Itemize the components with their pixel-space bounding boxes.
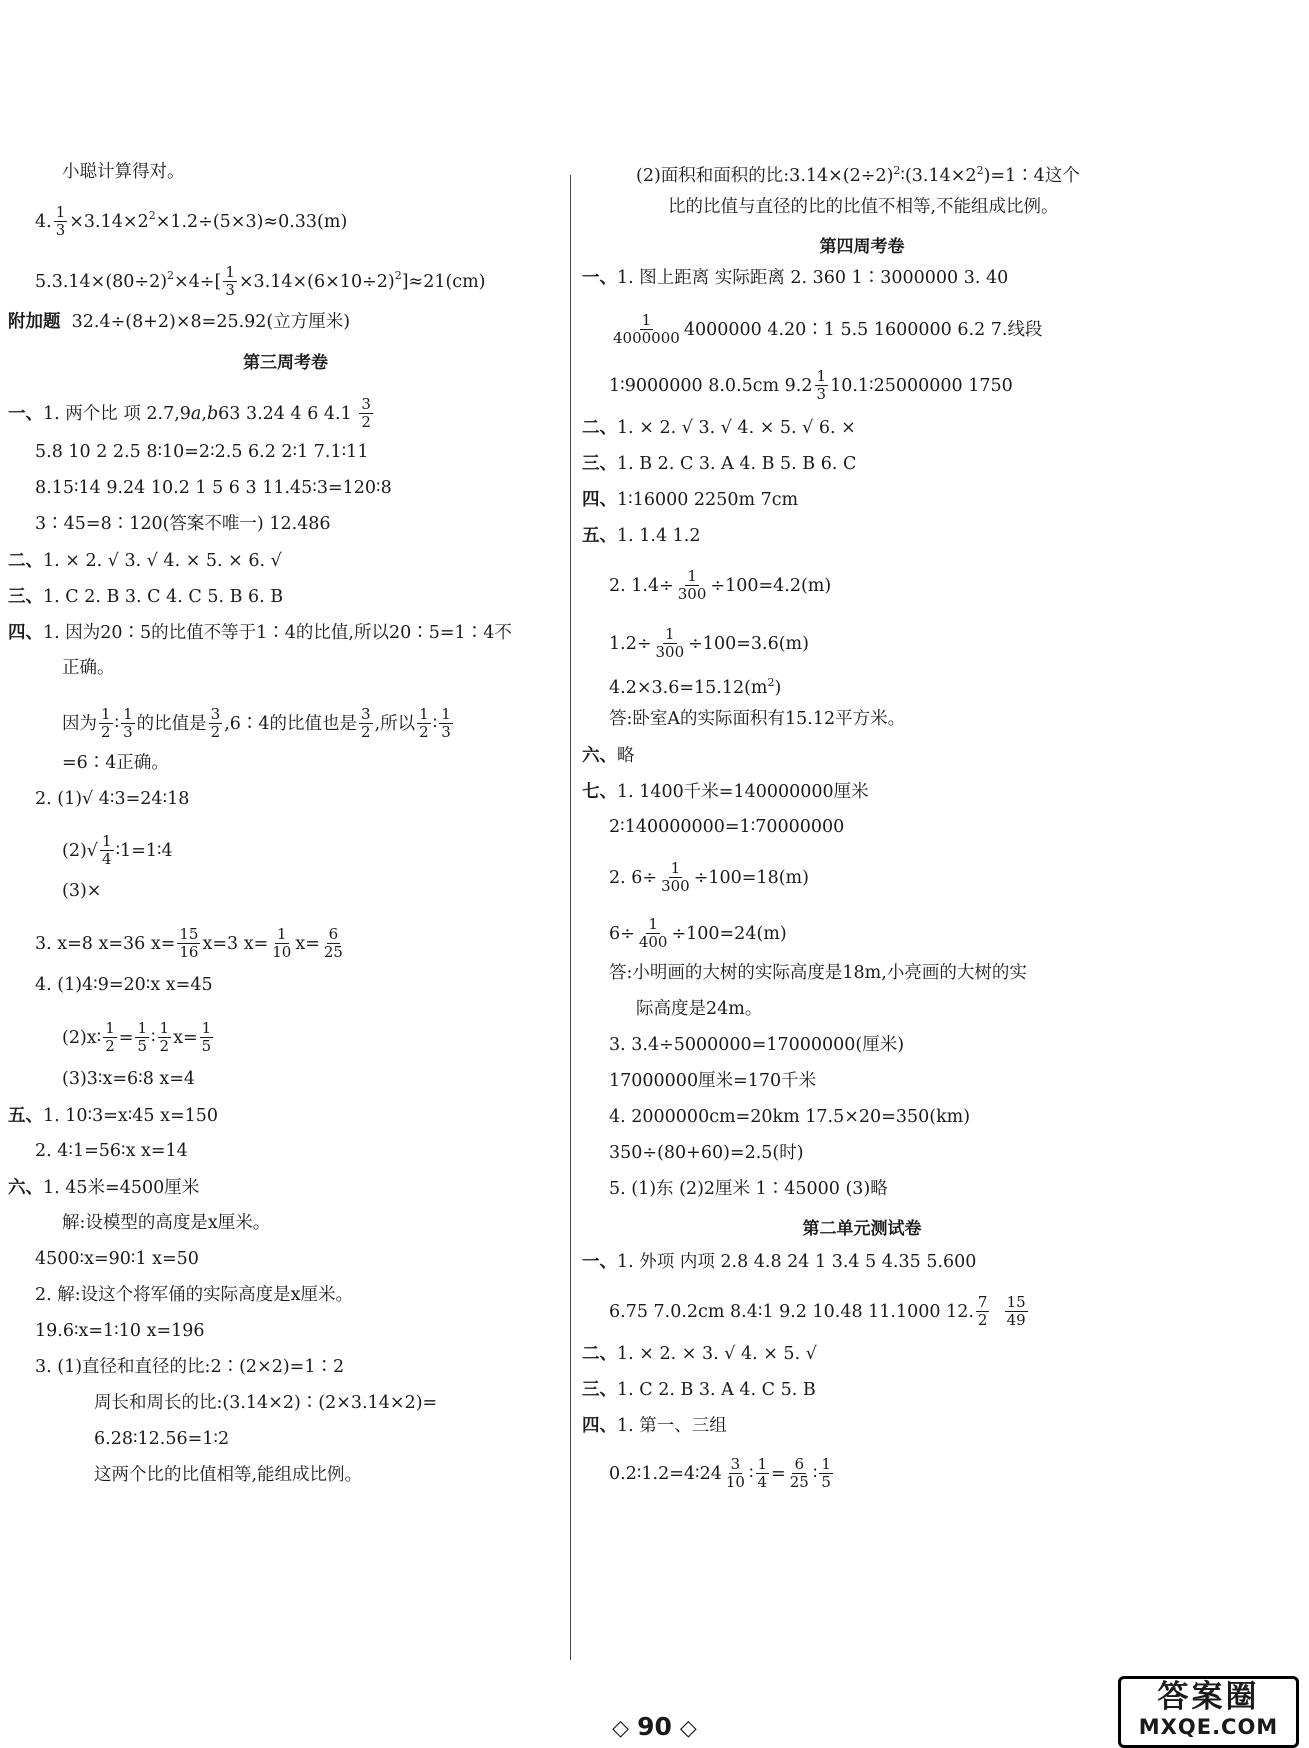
answer-line: 2. 4∶1=56∶x x=14	[35, 1141, 188, 1161]
answer-line: 三、1. C 2. B 3. C 4. C 5. B 6. B	[8, 586, 284, 607]
answer-line: 2. 解:设这个将军俑的实际高度是x厘米。	[35, 1285, 354, 1305]
answer-line: 答:卧室A的实际面积有15.12平方米。	[609, 709, 906, 729]
answer-line: 一、1. 图上距离 实际距离 2. 360 1∶3000000 3. 40	[582, 267, 1009, 288]
fraction: $\frac{1}{3}$	[55, 203, 66, 239]
answer-line: 比的比值与直径的比的比值不相等,不能组成比例。	[668, 197, 1059, 217]
answer-line: (2)面积和面积的比$:3.14\times(2\div 2)^2∶(3.14\times 2^2)=1∶4$这个	[636, 164, 1080, 187]
answer-line: 五、1. 1.4 1.2	[582, 525, 701, 546]
diamond-icon: ◇	[679, 1716, 697, 1741]
answer-line: 350÷(80+60)=2.5(时)	[609, 1143, 804, 1163]
answer-line: 二、1. × 2. × 3. √ 4. × 5. √	[582, 1343, 817, 1364]
answer-line: 6.75 7.0.2cm 8.4∶1 9.2 10.48 11.1000 12. $\frac{7}{2}$ $\frac{15}{49}$	[609, 1293, 1026, 1329]
answer-line: 三、1. B 2. C 3. A 4. B 5. B 6. C	[582, 453, 857, 474]
answer-line: 六、略	[582, 745, 635, 766]
answer-line: 4500∶x=90∶1 x=50	[35, 1249, 199, 1269]
answer-line: 答:小明画的大树的实际高度是18m,小亮画的大树的实	[609, 963, 1027, 983]
answer-line: =6∶4正确。	[62, 753, 169, 773]
answer-line: 周长和周长的比:(3.14×2)∶(2×3.14×2)=	[94, 1393, 438, 1413]
answer-line: (2)x∶ $\frac{1}{2}$ = $\frac{1}{5}$ ∶ $\frac{1}{2}$ x= $\frac{1}{5}$	[62, 1019, 212, 1055]
answer-line: 4. 2000000cm=20km 17.5×20=350(km)	[609, 1107, 971, 1127]
answer-line: $\frac{1}{4000000}$ 4000000 4.20∶1 5.5 1600000 6.2 7.线段	[613, 311, 1043, 347]
answer-line: 0.2∶1.2=4∶24 $\frac{3}{10}$ ∶ $\frac{1}{4}$ = $\frac{6}{25}$ ∶ $\frac{1}{5}$	[609, 1455, 831, 1491]
answer-line: 5.8 10 2 2.5 8∶10=2∶2.5 6.2 2∶1 7.1∶11	[35, 442, 369, 462]
answer-line: $5.3.14\times(80\div 2)^2\times 4\div$[ $\frac{1}{3}$ $\times 3.14\times(6\times 10\div 2)^2]\approx 21(cm)$	[35, 263, 486, 299]
answer-line: 4. $\frac{1}{3}$ $\times 3.14\times 2^2\times 1.2\div(5\times 3)\approx 0.33(m)$	[35, 203, 348, 239]
fraction: $\frac{3}{2}$	[361, 395, 371, 431]
answer-line: 四、1. 因为20∶5的比值不等于1∶4的比值,所以20∶5=1∶4不	[8, 622, 512, 643]
answer-line: 二、1. × 2. √ 3. √ 4. × 5. √ 6. ×	[582, 417, 856, 438]
section-title: 第二单元测试卷	[802, 1219, 922, 1239]
answer-line: 六、1. 45米=4500厘米	[8, 1177, 200, 1198]
answer-line: 3. (1)直径和直径的比:2∶(2×2)=1∶2	[35, 1357, 345, 1377]
answer-line: (3)3∶x=6∶8 x=4	[62, 1069, 196, 1089]
answer-line: 一、1. 两个比 项 2.7,9a,b63 3.24 4 6 4.1 $\frac{3}{2}$	[8, 395, 371, 431]
answer-line: 四、1∶16000 2250m 7cm	[582, 489, 799, 510]
answer-line: 二、1. × 2. √ 3. √ 4. × 5. × 6. √	[8, 550, 282, 571]
answer-line: 这两个比的比值相等,能组成比例。	[94, 1465, 363, 1485]
answer-line: 七、1. 1400千米=140000000厘米	[582, 781, 869, 802]
answer-line: 正确。	[62, 658, 115, 678]
answer-line: 17000000厘米=170千米	[609, 1071, 817, 1091]
answer-line: 五、1. 10∶3=x∶45 x=150	[8, 1105, 219, 1126]
answer-line: 6÷ $\frac{1}{400}$ ÷100=24(m)	[609, 915, 787, 951]
answer-line: 小聪计算得对。	[62, 161, 185, 182]
page-number: ◇ 90 ◇	[612, 1712, 697, 1741]
answer-line: 因为 $\frac{1}{2}$ ∶ $\frac{1}{3}$ 的比值是 $\frac{3}{2}$ ,6∶4的比值也是 $\frac{3}{2}$ ,所以 $\frac{1}{2}$ ∶ $\frac{1}{3}$	[62, 705, 451, 741]
answer-line: $4.2\times 3.6=15.12(m^2)$	[609, 676, 782, 699]
answer-line: 2. (1)√ 4∶3=24∶18	[35, 789, 190, 809]
answer-line: 1.2÷ $\frac{1}{300}$ ÷100=3.6(m)	[609, 625, 809, 661]
watermark-logo: 答案圈 MXQE.COM	[1118, 1676, 1299, 1748]
answer-line: 3. 3.4÷5000000=17000000(厘米)	[609, 1035, 905, 1055]
answer-line: 解:设模型的高度是x厘米。	[62, 1213, 271, 1233]
answer-line: 2. 1.4÷ $\frac{1}{300}$ ÷100=4.2(m)	[609, 567, 832, 603]
column-divider	[570, 175, 571, 1660]
answer-line: 8.15∶14 9.24 10.2 1 5 6 3 11.45∶3=120∶8	[35, 478, 392, 498]
answer-line: 2. 6÷ $\frac{1}{300}$ ÷100=18(m)	[609, 859, 809, 895]
answer-line: 3. x=8 x=36 x= $\frac{15}{16}$ x=3 x= $\frac{1}{10}$ x= $\frac{6}{25}$	[35, 925, 343, 961]
fraction: $\frac{1}{3}$	[225, 263, 235, 299]
answer-line: (2)√ $\frac{1}{4}$ ∶1=1∶4	[62, 832, 173, 868]
answer-line: 三、1. C 2. B 3. A 4. C 5. B	[582, 1379, 816, 1400]
section-title: 第四周考卷	[819, 237, 905, 257]
answer-line: 19.6∶x=1∶10 x=196	[35, 1321, 205, 1341]
answer-line: 2∶140000000=1∶70000000	[609, 817, 845, 837]
answer-line: 3∶45=8∶120(答案不唯一) 12.486	[35, 514, 331, 534]
answer-line: 附加题 32.4÷(8+2)×8=25.92(立方厘米)	[8, 311, 351, 332]
answer-line: (3)×	[62, 881, 102, 901]
answer-line: 一、1. 外项 内项 2.8 4.8 24 1 3.4 5 4.35 5.600	[582, 1251, 977, 1272]
answer-line: 四、1. 第一、三组	[582, 1415, 727, 1436]
section-title: 第三周考卷	[243, 353, 328, 373]
answer-line: 4. (1)4∶9=20∶x x=45	[35, 975, 213, 995]
answer-line: 6.28∶12.56=1∶2	[94, 1429, 230, 1449]
answer-line: 1∶9000000 8.0.5cm 9.2 $\frac{1}{3}$ 10.1∶25000000 1750	[609, 367, 1013, 403]
answer-line: 5. (1)东 (2)2厘米 1∶45000 (3)略	[609, 1179, 888, 1199]
answer-line: 际高度是24m。	[636, 999, 763, 1019]
diamond-icon: ◇	[612, 1716, 630, 1741]
